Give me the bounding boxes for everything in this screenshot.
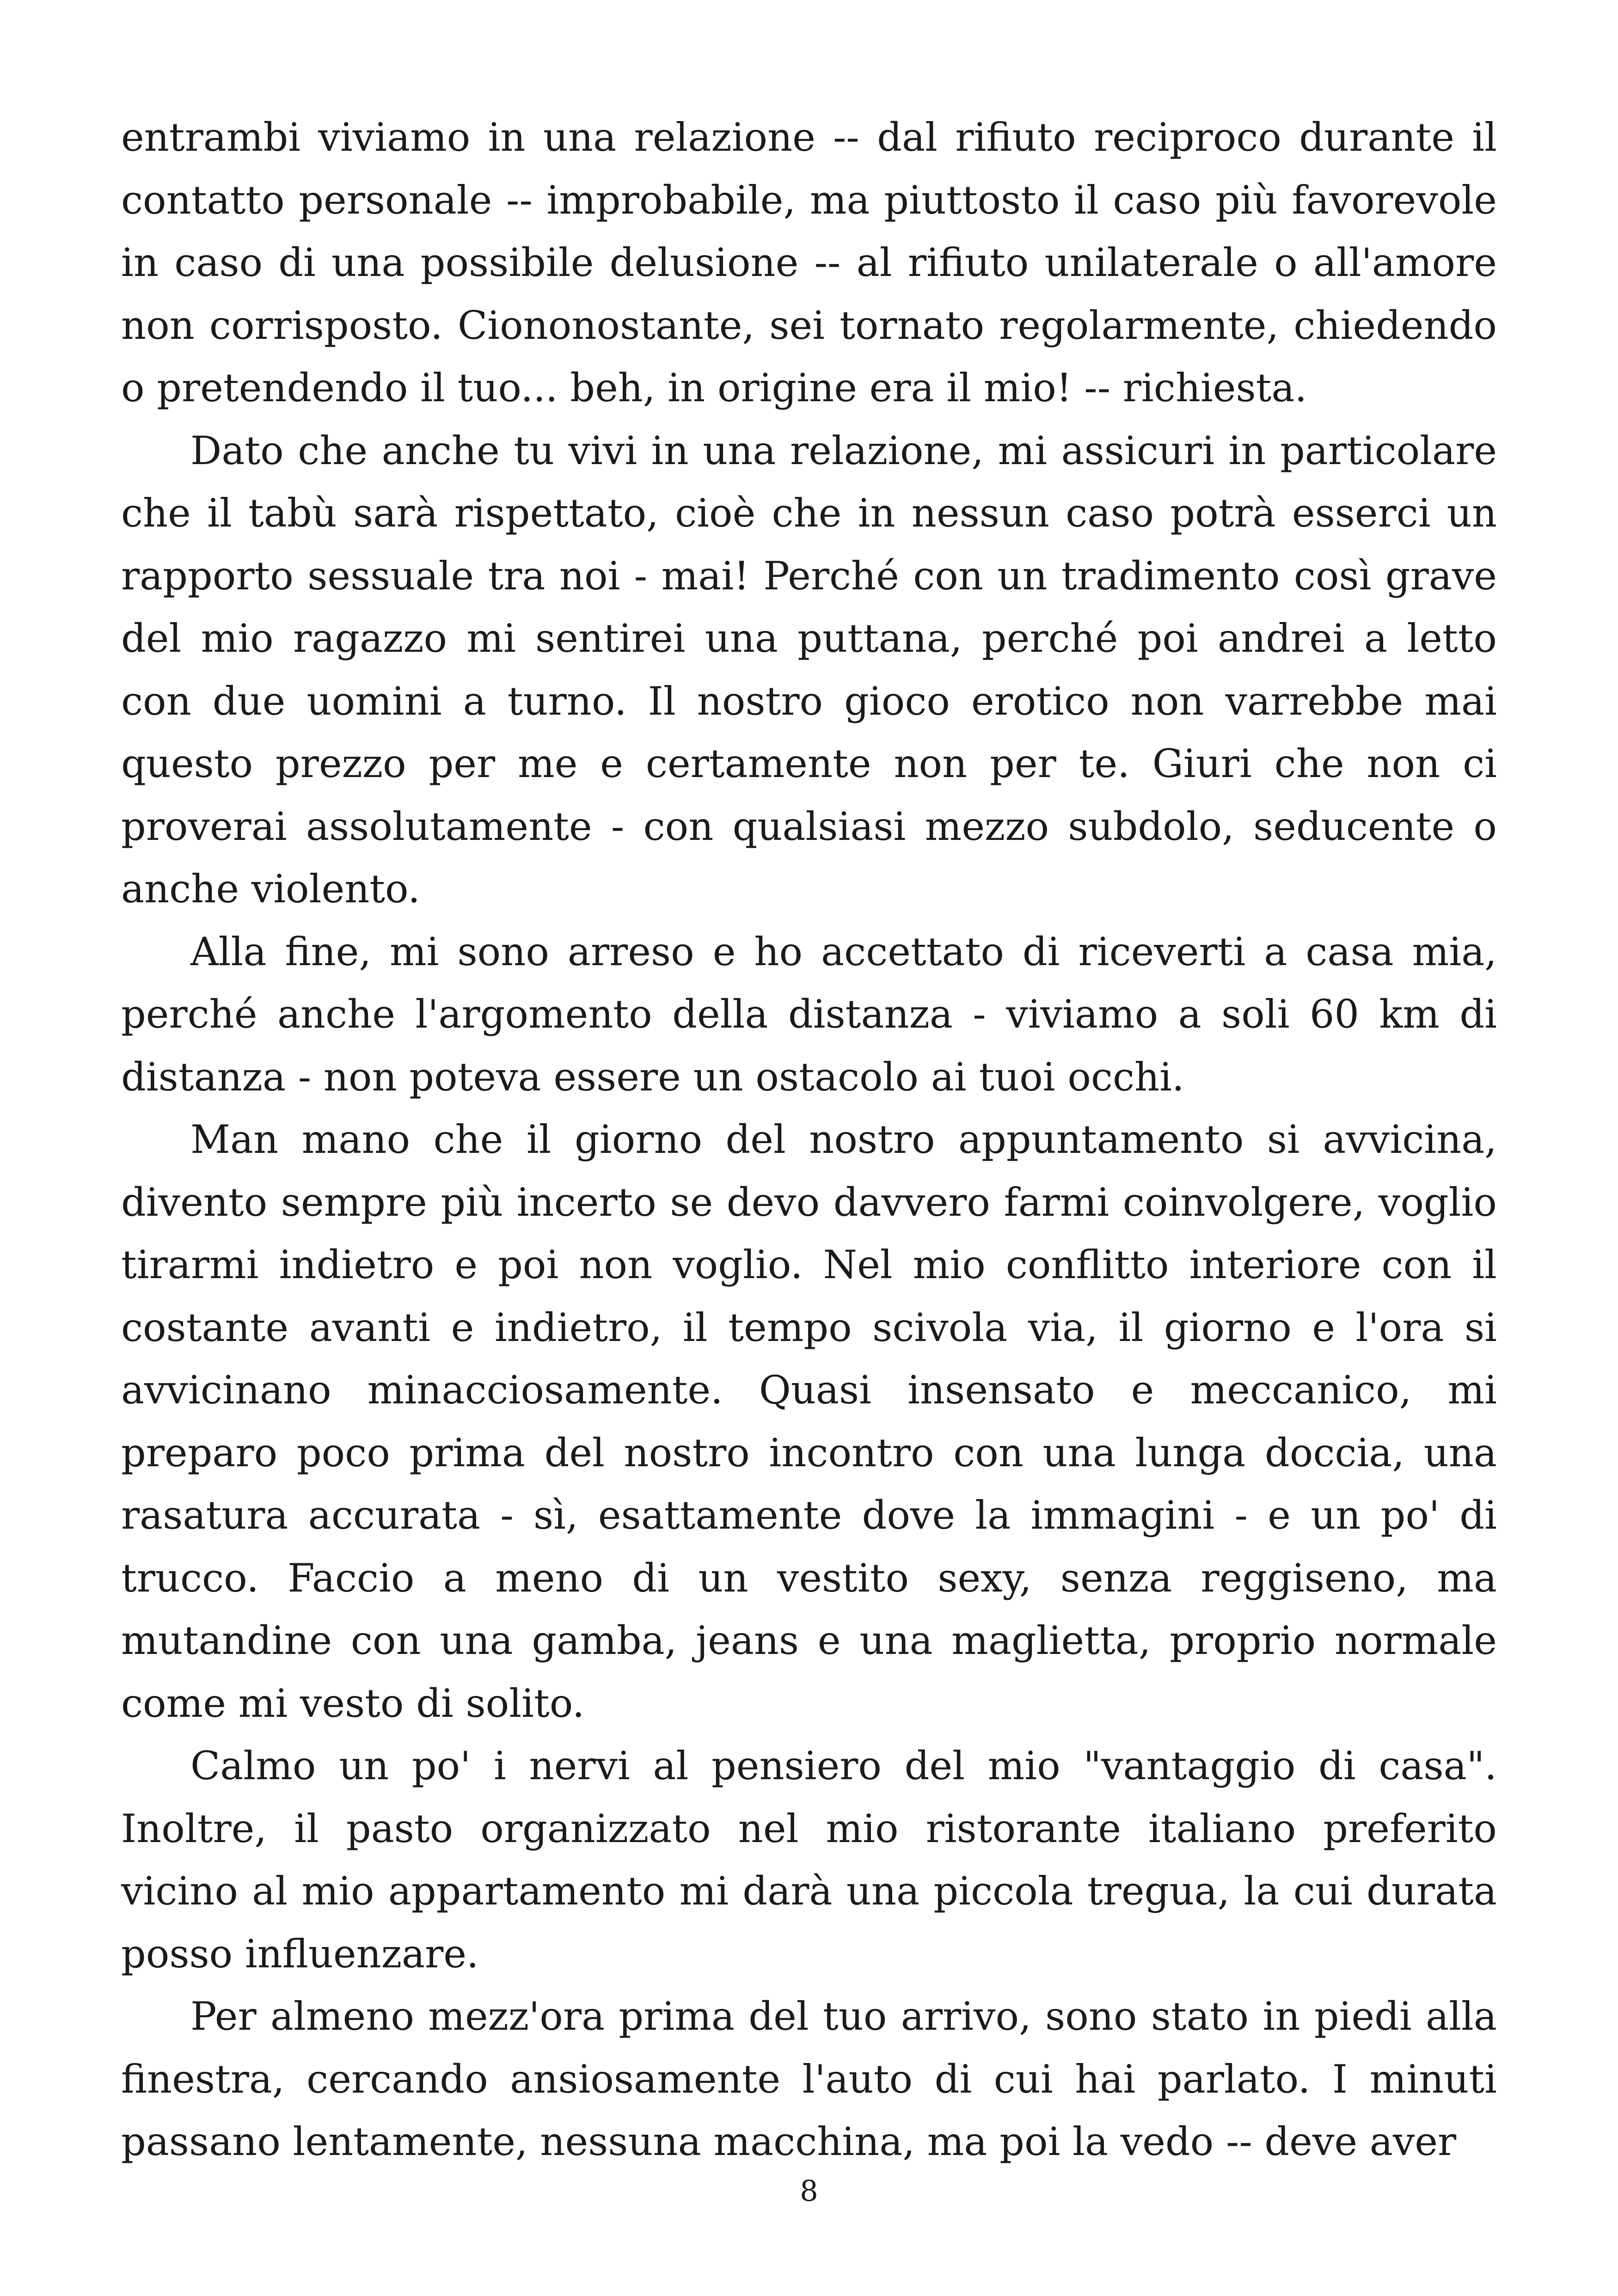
paragraph-2: Dato che anche tu vivi in una relazione, mi assicuri in particolare che il tabù sarà rispettato, cioè che in nessun caso potrà esserci un rapporto sessuale tra noi - mai! Perché con un tradimento così grave del mio ragazzo mi sentirei una puttana, perché poi andrei a letto con due uomini a turno. Il nostro gioco erotico non varrebbe mai questo prezzo per me e certamente non per te. Giuri che non ci proverai assolutamente - con qualsiasi mezzo subdolo, seducente o anche violento.	[121, 428, 1497, 912]
paragraph-3: Alla fine, mi sono arreso e ho accettato di riceverti a casa mia, perché anche l'argomento della distanza - viviamo a soli 60 km di distanza - non poteva essere un ostacolo ai tuoi occhi.	[121, 929, 1497, 1100]
body-text	[121, 106, 1497, 2174]
paragraph-4: Man mano che il giorno del nostro appuntamento si avvicina, divento sempre più incerto se devo davvero farmi coinvolgere, voglio tirarmi indietro e poi non voglio. Nel mio conflitto interiore con il costante avanti e indietro, il tempo scivola via, il giorno e l'ora si avvicinano minacciosamente. Quasi insensato e meccanico, mi preparo poco prima del nostro incontro con una lunga doccia, una rasatura accurata - sì, esattamente dove la immagini - e un po' di trucco. Faccio a meno di un vestito sexy, senza reggiseno, ma mutandine con una gamba, jeans e una maglietta, proprio normale come mi vesto di solito.	[121, 1117, 1497, 1726]
paragraph-1: entrambi viviamo in una relazione -- dal rifiuto reciproco durante il contatto personale -- improbabile, ma piuttosto il caso più favorevole in caso di una possibile delusione -- al rifiuto unilaterale o all'amore non corrisposto. Ciononostante, sei tornato regolarmente, chiedendo o pretendendo il tuo... beh, in origine era il mio! -- richiesta.	[121, 115, 1497, 410]
paragraph-6: Per almeno mezz'ora prima del tuo arrivo, sono stato in piedi alla finestra, cercando ansiosamente l'auto di cui hai parlato. I minuti passano lentamente, nessuna macchina, ma poi la vedo -- deve aver	[121, 1994, 1497, 2164]
paragraph-5: Calmo un po' i nervi al pensiero del mio "vantaggio di casa". Inoltre, il pasto organizzato nel mio ristorante italiano preferito vicino al mio appartamento mi darà una piccola tregua, la cui durata posso influenzare.	[121, 1743, 1497, 1977]
page-number: 8	[800, 2174, 818, 2208]
